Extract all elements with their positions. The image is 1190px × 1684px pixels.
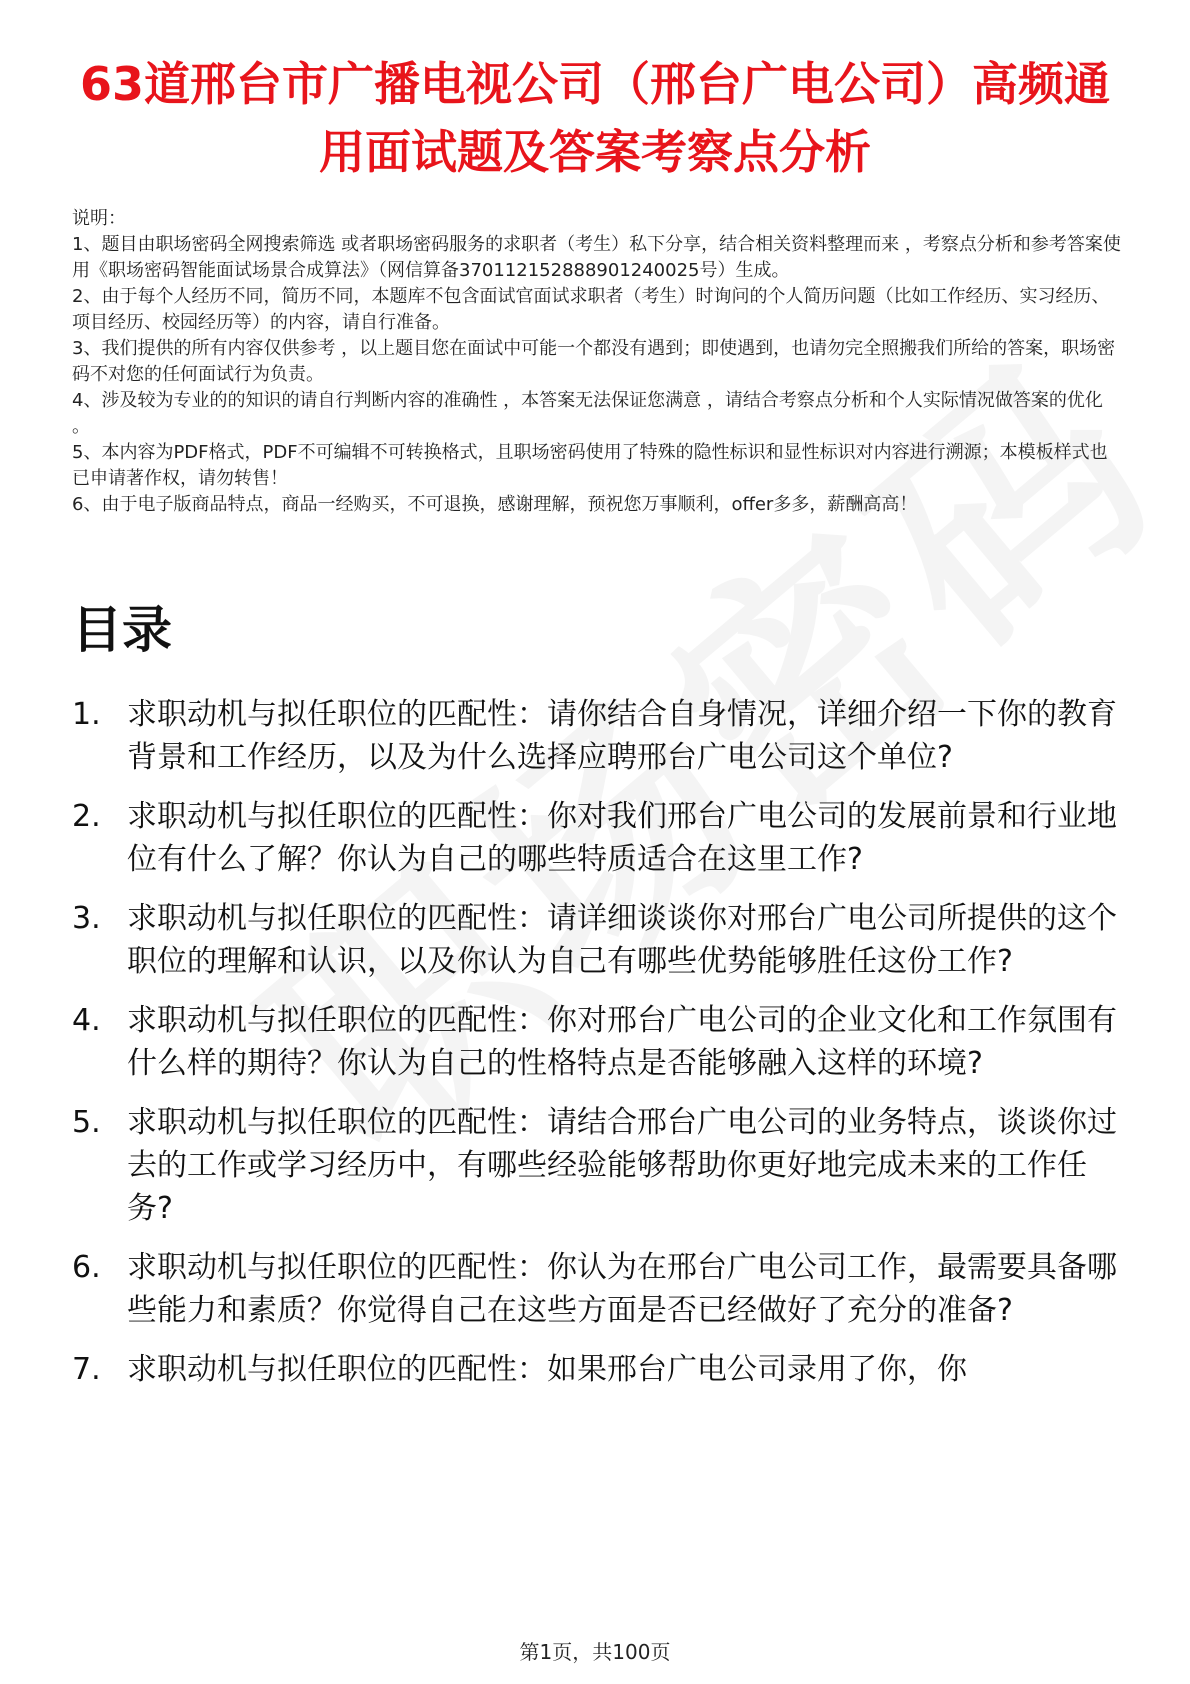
note-item-5: 5、本内容为PDF格式，PDF不可编辑不可转换格式，且职场密码使用了特殊的隐性标识和显性标识对内容进行溯源；本模板样式也已申请著作权，请勿转售！ (72, 442, 1108, 489)
toc-heading: 目录 (72, 601, 172, 659)
toc-item-number: 3. (72, 901, 101, 936)
toc-item-text: 求职动机与拟任职位的匹配性：你对我们邢台广电公司的发展前景和行业地位有什么了解？你认为自己的哪些特质适合在这里工作? (127, 799, 1117, 877)
toc-item[interactable] (72, 693, 1122, 779)
toc-item[interactable] (72, 1101, 1122, 1230)
document-title: 63道邢台市广播电视公司（邢台广电公司）高频通用面试题及答案考察点分析 (79, 57, 1110, 179)
notes-heading: 说明： (72, 208, 126, 229)
note-item-1: 1、题目由职场密码全网搜索筛选 或者职场密码服务的求职者（考生）私下分享，结合相关资料整理而来 ，考察点分析和参考答案使用《职场密码智能面试场景合成算法》（网信算备370112152888901240025号）生成。 (72, 234, 1121, 281)
toc-item[interactable] (72, 1348, 1122, 1391)
toc-item[interactable] (72, 1246, 1122, 1332)
toc-item-number: 7. (72, 1352, 101, 1387)
toc-item-text: 求职动机与拟任职位的匹配性：请详细谈谈你对邢台广电公司所提供的这个职位的理解和认识，以及你认为自己有哪些优势能够胜任这份工作? (127, 901, 1117, 979)
toc-item[interactable] (72, 999, 1122, 1085)
note-item-6: 6、由于电子版商品特点，商品一经购买，不可退换，感谢理解，预祝您万事顺利，offer多多，薪酬高高！ (72, 494, 918, 515)
toc-item-number: 5. (72, 1105, 101, 1140)
note-item-2: 2、由于每个人经历不同，简历不同，本题库不包含面试官面试求职者（考生）时询问的个人简历问题（比如工作经历、实习经历、项目经历、校园经历等）的内容，请自行准备。 (72, 286, 1110, 333)
toc-item-number: 6. (72, 1250, 101, 1285)
toc-item-text: 求职动机与拟任职位的匹配性：你认为在邢台广电公司工作，最需要具备哪些能力和素质？你觉得自己在这些方面是否已经做好了充分的准备? (127, 1250, 1117, 1328)
note-item-4: 4、涉及较为专业的的知识的请自行判断内容的准确性 ，本答案无法保证您满意 ，请结合考察点分析和个人实际情况做答案的优化 。 (72, 390, 1103, 437)
note-item-3: 3、我们提供的所有内容仅供参考 ，以上题目您在面试中可能一个都没有遇到；即使遇到，也请勿完全照搬我们所给的答案，职场密码不对您的任何面试行为负责。 (72, 338, 1116, 385)
toc-item-number: 4. (72, 1003, 101, 1038)
toc-item-number: 1. (72, 697, 101, 732)
toc-list (72, 693, 1122, 1407)
toc-item[interactable] (72, 795, 1122, 881)
toc-item-text: 求职动机与拟任职位的匹配性：你对邢台广电公司的企业文化和工作氛围有什么样的期待？你认为自己的性格特点是否能够融入这样的环境? (127, 1003, 1117, 1081)
toc-item-text: 求职动机与拟任职位的匹配性：请你结合自身情况，详细介绍一下你的教育背景和工作经历，以及为什么选择应聘邢台广电公司这个单位? (127, 697, 1117, 775)
notes-section (72, 206, 1122, 518)
toc-item[interactable] (72, 897, 1122, 983)
toc-item-text: 求职动机与拟任职位的匹配性：如果邢台广电公司录用了你，你 (127, 1352, 967, 1387)
toc-item-text: 求职动机与拟任职位的匹配性：请结合邢台广电公司的业务特点，谈谈你过去的工作或学习经历中，有哪些经验能够帮助你更好地完成未来的工作任务? (127, 1105, 1117, 1226)
toc-item-number: 2. (72, 799, 101, 834)
page-footer: 第1页，共100页 (519, 1640, 671, 1664)
